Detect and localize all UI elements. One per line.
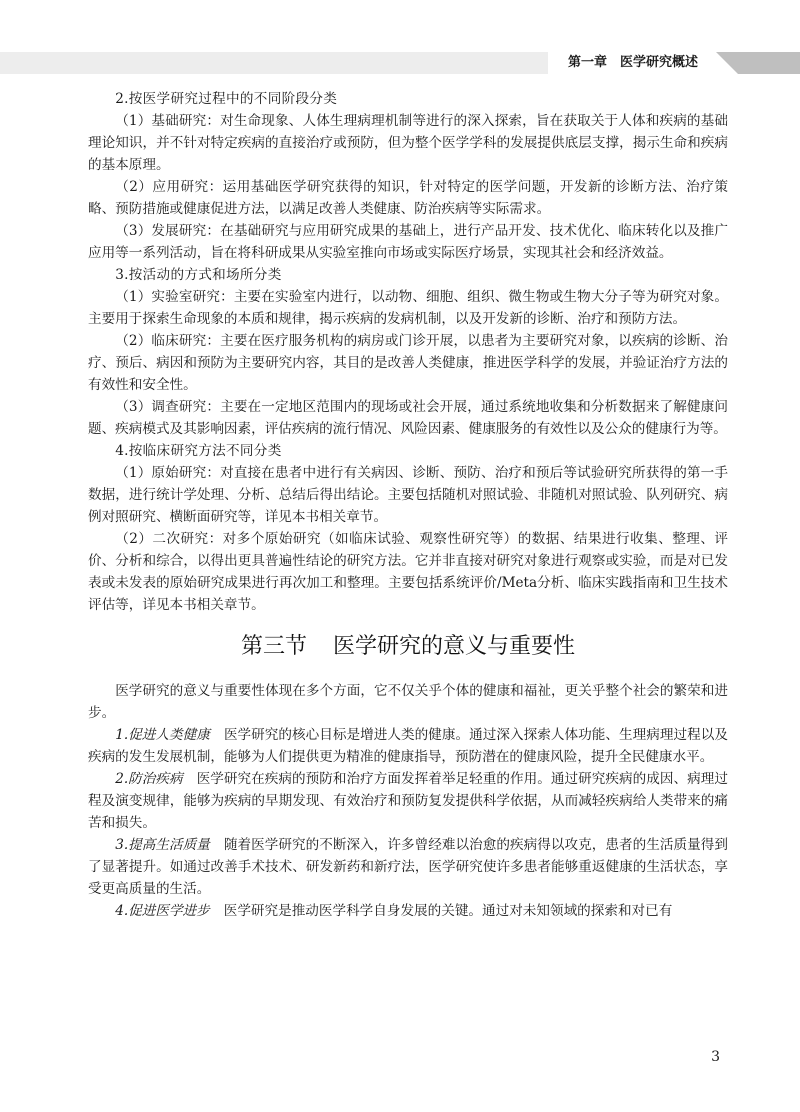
section-number: 第三节 [240, 634, 307, 659]
lead-health: 1.促进人类健康 [115, 727, 210, 743]
lead-quality: 3.提高生活质量 [115, 837, 210, 853]
text-progress: 医学研究是推动医学科学自身发展的关键。通过对未知领域的探索和对已有 [223, 903, 673, 919]
chapter-tab-accent [716, 52, 800, 74]
lead-progress: 4.促进医学进步 [115, 903, 210, 919]
paragraph-secondary-research: （2）二次研究：对多个原始研究（如临床试验、观察性研究等）的数据、结果进行收集、整理、评价、分析和综合，以得出更具普遍性结论的研究方法。它并非直接对研究对象进行观察或实验，而是对已发表或未发表的原始研究成果进行再次加工和整理。主要包括系统评价/Meta分析、临床实践指南和卫生技术评估等，详见本书相关章节。 [88, 531, 728, 613]
paragraph-disease [88, 768, 728, 834]
subheading-method: 4.按临床研究方法不同分类 [115, 443, 282, 459]
page-number: 3 [711, 1049, 720, 1065]
paragraph-quality [88, 834, 728, 900]
paragraph-development-research: （3）发展研究：在基础研究与应用研究成果的基础上，进行产品开发、技术优化、临床转化以及推广应用等一系列活动，旨在将科研成果从实验室推向市场或实际医疗场景，实现其社会和经济效益。 [88, 223, 728, 261]
paragraph-progress [88, 900, 728, 922]
text-quality: 随着医学研究的不断深入，许多曾经难以治愈的疾病得以攻克，患者的生活质量得到了显著提升。如通过改善手术技术、研发新药和新疗法，医学研究使许多患者能够重返健康的生活状态，享受更高质量的生活。 [88, 837, 728, 897]
paragraph-applied-research: （2）应用研究：运用基础医学研究获得的知识，针对特定的医学问题，开发新的诊断方法、治疗策略、预防措施或健康促进方法，以满足改善人类健康、防治疾病等实际需求。 [88, 179, 728, 217]
text-disease: 医学研究在疾病的预防和治疗方面发挥着举足轻重的作用。通过研究疾病的成因、病理过程及演变规律，能够为疾病的早期发现、有效治疗和预防复发提供科学依据，从而减轻疾病给人类带来的痛苦和损失。 [88, 771, 728, 831]
page-body [88, 88, 728, 922]
paragraph-basic-research: （1）基础研究：对生命现象、人体生理病理机制等进行的深入探索，旨在获取关于人体和疾病的基础理论知识，并不针对特定疾病的直接治疗或预防，但为整个医学学科的发展提供底层支撑，揭示生命和疾病的基本原理。 [88, 113, 728, 173]
paragraph-survey-research: （3）调查研究：主要在一定地区范围内的现场或社会开展，通过系统地收集和分析数据来了解健康问题、疾病模式及其影响因素，评估疾病的流行情况、风险因素、健康服务的有效性以及公众的健康行为等。 [88, 399, 728, 437]
paragraph-clinical-research: （2）临床研究：主要在医疗服务机构的病房或门诊开展，以患者为主要研究对象，以疾病的诊断、治疗、预后、病因和预防为主要研究内容，其目的是改善人类健康，推进医学科学的发展，并验证治疗方法的有效性和安全性。 [88, 333, 728, 393]
section-title [88, 630, 728, 664]
paragraph-section-intro: 医学研究的意义与重要性体现在多个方面，它不仅关乎个体的健康和福祉，更关乎整个社会的繁荣和进步。 [88, 683, 728, 721]
section-name: 医学研究的意义与重要性 [333, 634, 576, 659]
paragraph-primary-research: （1）原始研究：对直接在患者中进行有关病因、诊断、预防、治疗和预后等试验研究所获得的第一手数据，进行统计学处理、分析、总结后得出结论。主要包括随机对照试验、非随机对照试验、队列研究、病例对照研究、横断面研究等，详见本书相关章节。 [88, 465, 728, 525]
subheading-place: 3.按活动的方式和场所分类 [115, 267, 282, 283]
subheading-stage: 2.按医学研究过程中的不同阶段分类 [115, 91, 338, 107]
text-health: 医学研究的核心目标是增进人类的健康。通过深入探索人体功能、生理病理过程以及疾病的发生发展机制，能够为人们提供更为精准的健康指导，预防潜在的健康风险，提升全民健康水平。 [88, 727, 728, 765]
running-header-chapter: 第一章 医学研究概述 [568, 55, 699, 70]
header-band [0, 52, 548, 74]
paragraph-lab-research: （1）实验室研究：主要在实验室内进行，以动物、细胞、组织、微生物或生物大分子等为研究对象。主要用于探索生命现象的本质和规律，揭示疾病的发病机制，以及开发新的诊断、治疗和预防方法。 [88, 289, 728, 327]
lead-disease: 2.防治疾病 [115, 771, 183, 787]
paragraph-health [88, 724, 728, 768]
